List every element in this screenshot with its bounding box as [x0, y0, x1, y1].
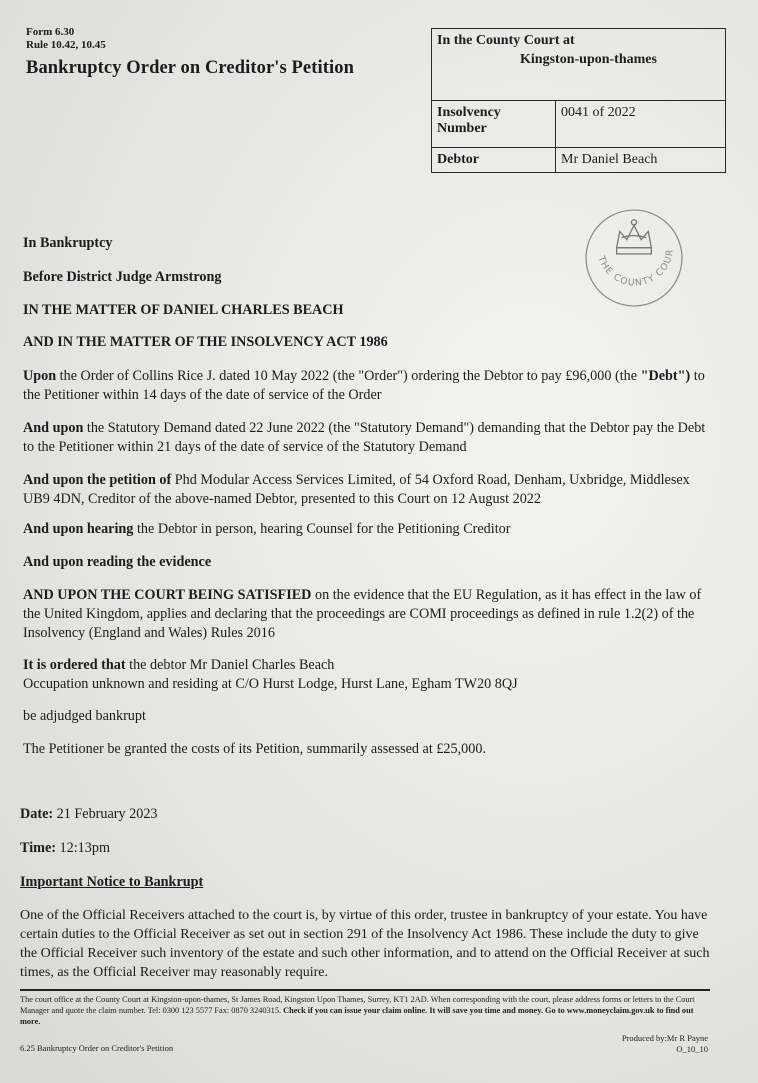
court-line-2: Kingston-upon-thames — [520, 52, 657, 67]
hearing-lead: And upon hearing — [23, 521, 134, 537]
footer-divider — [20, 989, 710, 991]
in-bankruptcy: In Bankruptcy — [23, 235, 113, 251]
ordered-paragraph — [23, 656, 718, 694]
date-line — [20, 805, 158, 824]
hearing-paragraph — [23, 520, 718, 539]
form-code: O_10_10 — [676, 1044, 708, 1054]
upon-order-paragraph — [23, 367, 718, 405]
form-number — [26, 26, 106, 52]
insolvency-number-value: 0041 of 2022 — [556, 101, 726, 148]
debtor-label: Debtor — [432, 148, 556, 173]
form-number-line: Form 6.30 — [26, 26, 75, 38]
time-line — [20, 839, 110, 858]
upon-order-text: the Order of Collins Rice J. dated 10 May 2022 (the "Order") ordering the Debtor to pay £96,000 (the — [56, 368, 641, 384]
court-details-table — [431, 28, 726, 173]
form-reference: 6.25 Bankruptcy Order on Creditor's Petition — [20, 1043, 174, 1053]
court-name-cell — [432, 29, 726, 101]
time-value: 12:13pm — [56, 840, 110, 856]
upon-order-lead: Upon — [23, 368, 57, 384]
document-title: Bankruptcy Order on Creditor's Petition — [26, 58, 354, 78]
debt-term: "Debt") — [640, 368, 691, 384]
reading-paragraph: And upon reading the evidence — [23, 554, 212, 570]
notice-paragraph: One of the Official Receivers attached to the court is, by virtue of this order, trustee in bankruptcy of your estate. You have certain duties to the Official Receiver as set out in section 291 of the Insolvency Act 1986. These include the duty to give the Official Receiver such inventory of the estate and such other information, and to attend on the Official Receiver at such times, as the Official Receiver may reasonably require. — [20, 908, 710, 980]
occupation-line: Occupation unknown and residing at C/O Hurst Lodge, Hurst Lane, Egham TW20 8QJ — [23, 676, 518, 692]
matter-debtor: IN THE MATTER OF DANIEL CHARLES BEACH — [23, 302, 344, 318]
date-label: Date: — [20, 806, 54, 822]
ordered-text: the debtor Mr Daniel Charles Beach — [125, 657, 335, 673]
matter-act: AND IN THE MATTER OF THE INSOLVENCY ACT 1986 — [23, 334, 388, 350]
date-value: 21 February 2023 — [53, 806, 158, 822]
footer-online-notice: Check if you can issue your claim online. It will save you time and money. Go to www.moneyclaim.gov.uk to find out more. — [20, 1006, 694, 1026]
notice-heading — [20, 873, 203, 892]
hearing-text: the Debtor in person, hearing Counsel for the Petitioning Creditor — [133, 521, 511, 537]
crown-icon — [617, 220, 652, 254]
footer-text — [20, 994, 715, 1027]
satisfied-lead: AND UPON THE COURT BEING SATISFIED — [23, 587, 312, 603]
notice-heading-text: Important Notice to Bankrupt — [20, 874, 204, 890]
court-seal — [583, 207, 685, 309]
statutory-text: the Statutory Demand dated 22 June 2022 (the "Statutory Demand") demanding that the Debtor pay the Debt to the Petitioner within 21 days of the date of service of the Statutory Demand — [23, 420, 706, 455]
petition-text: Phd Modular Access Services Limited, of 54 Oxford Road, Denham, Uxbridge, Middlesex UB9 4DN, Creditor of the above-named Debtor, presented to this Court on 12 August 2022 — [23, 472, 690, 507]
debtor-value: Mr Daniel Beach — [556, 148, 726, 173]
upon-order-end: to the Petitioner within 14 days of the date of service of the Order — [23, 368, 705, 403]
judge-line: Before District Judge Armstrong — [23, 269, 222, 285]
petition-paragraph — [23, 471, 718, 509]
seal-text: THE COUNTY COUR — [595, 248, 676, 289]
ordered-lead: It is ordered that — [23, 657, 126, 673]
rule-line: Rule 10.42, 10.45 — [26, 39, 106, 51]
court-line-1: In the County Court at — [437, 33, 575, 48]
footer-address: The court office at the County Court at Kingston-upon-thames, St James Road, Kingston Upon Thames, Surrey, KT1 2AD. When corresponding with the court, please address forms or letters to the Court Manager and quote the claim number. Tel: 0300 123 5577 Fax: 0870 3240315. — [20, 995, 695, 1015]
statutory-lead: And upon — [23, 420, 84, 436]
time-label: Time: — [20, 840, 56, 856]
insolvency-number-label: Insolvency Number — [432, 101, 556, 148]
adjudged-line: be adjudged bankrupt — [23, 708, 146, 724]
petition-lead: And upon the petition of — [23, 472, 172, 488]
satisfied-text: on the evidence that the EU Regulation, as it has effect in the law of the United Kingdom, applies and declaring that the proceedings are COMI proceedings as defined in rule 1.2(2) of the Insolvency (England and Wales) Rules 2016 — [23, 587, 702, 641]
produced-by: Produced by:Mr R Payne — [621, 1033, 708, 1043]
satisfied-paragraph — [23, 586, 718, 643]
costs-line: The Petitioner be granted the costs of its Petition, summarily assessed at £25,000. — [23, 741, 486, 757]
statutory-demand-paragraph — [23, 419, 718, 457]
produced-by-block — [590, 1033, 708, 1055]
